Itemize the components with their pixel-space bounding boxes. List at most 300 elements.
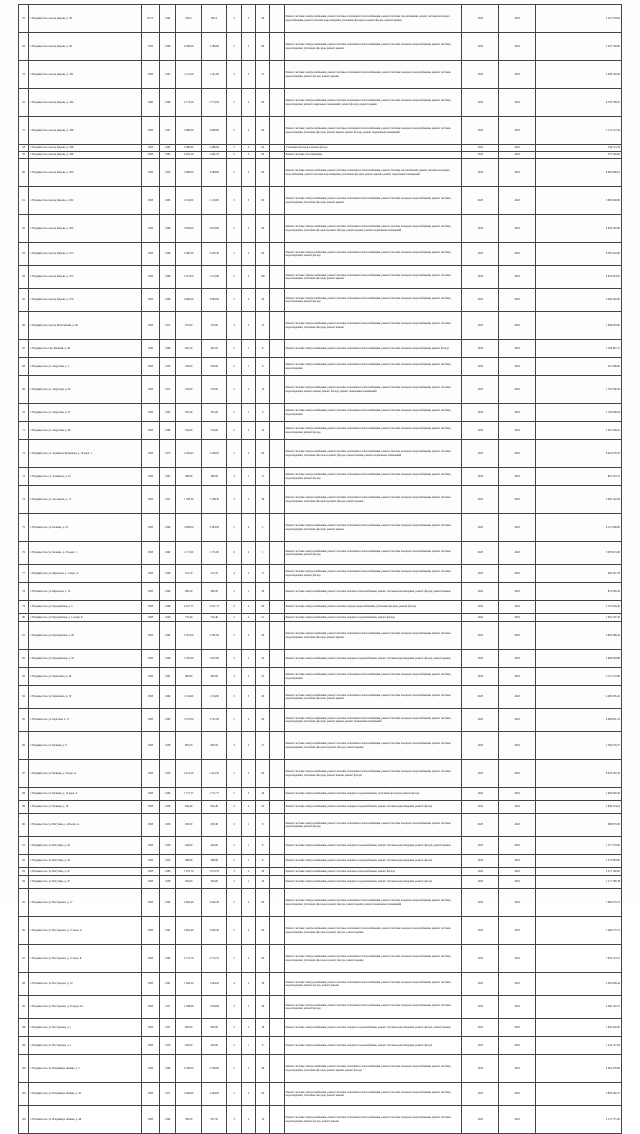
cost-cell: 8 918 792,10	[536, 760, 622, 788]
wall-material-cell: 1958	[141, 601, 159, 614]
address-cell: г. Владивосток, ул. Ватутина, д. 42	[29, 837, 141, 855]
floors-cell: 2	[227, 1037, 241, 1055]
build-year-cell: 1971	[160, 1083, 176, 1106]
entrances-cell: 1	[241, 1037, 255, 1055]
table-row	[19, 486, 622, 514]
wall-material-cell: 1958	[141, 614, 159, 622]
cost-cell: 1 659 897,11	[536, 340, 622, 358]
build-year-cell: 1958	[160, 801, 176, 814]
living-area-cell: 353,20	[201, 404, 227, 422]
living-area-cell: 4 437,73	[201, 601, 227, 614]
works-description-cell: Ремонт системы электроснабжения, ремонт системы отопления и теплоснабжения, ремонт системы холодного водоснабжения, ремонт системы водоотведения, ремонт фасада, ремонт крыши	[284, 973, 462, 996]
address-cell: г. Владивосток, ул. Вострецова, д. 1	[29, 1037, 141, 1055]
blank-cell	[270, 650, 284, 668]
cost-cell: 546 712,29	[536, 145, 622, 152]
blank-cell	[270, 440, 284, 468]
blank-cell	[270, 358, 284, 376]
works-description-cell: Ремонт системы электроснабжения, ремонт системы отопления и теплоснабжения, ремонт системы холодного водоснабжения, ремонт системы водоотведения, утепление фасадов и ремонт фасада, ремонт крыши	[284, 732, 462, 760]
entrances-cell: 3	[241, 1055, 255, 1083]
cost-cell: 4 200 285,24	[536, 686, 622, 709]
wall-material-cell: 1958	[141, 1019, 159, 1037]
address-cell: г. Владивосток, ул. Борисенко, д. 50	[29, 686, 141, 709]
cost-cell: 891 219,72	[536, 468, 622, 486]
residents-cell: 8	[256, 1037, 270, 1055]
floors-cell: 5	[227, 243, 241, 266]
total-area-cell: 805,2	[176, 5, 202, 33]
plan-year-cell: 2022	[462, 404, 499, 422]
wall-material-cell: 1958	[141, 732, 159, 760]
build-year-cell: 1958	[160, 876, 176, 889]
living-area-cell: 692,00	[201, 1019, 227, 1037]
start-year-cell: 2022	[499, 1037, 536, 1055]
address-cell: г. Владивосток, ул. Амурская, д. 40	[29, 376, 141, 404]
table-row	[19, 1083, 622, 1106]
plan-year-cell: 2023	[462, 1083, 499, 1106]
build-year-cell: 1958	[160, 837, 176, 855]
blank-cell	[270, 243, 284, 266]
row-number: 76	[19, 542, 29, 565]
works-description-cell: Ремонт системы электроснабжения, ремонт системы отопления и теплоснабжения, ремонт системы холодного водоснабжения, ремонт системы водоотведения, ремонт фасада	[284, 814, 462, 837]
works-description-cell: Ремонт системы электроснабжения, ремонт системы отопления и теплоснабжения, ремонт системы холодного водоснабжения, ремонт системы водоотведения, утепление фасадов, ремонт крыши, ремонт подвальных помещений	[284, 709, 462, 732]
residents-cell: 12	[256, 1106, 270, 1134]
works-description-cell: Ремонт системы электроснабжения, ремонт системы отопления и теплоснабжения, ремонт системы холодного водоснабжения, ремонт системы водоотведения, ремонт фасада	[284, 289, 462, 312]
living-area-cell: 1 664,20	[201, 973, 227, 996]
blank-cell	[270, 289, 284, 312]
floors-cell: 3	[227, 486, 241, 514]
entrances-cell: 2	[241, 601, 255, 614]
row-number: 70	[19, 404, 29, 422]
works-description-cell: Ремонт системы электроснабжения, ремонт системы холодного водоснабжения, ремонт системы водоотведения, ремонт фасада	[284, 855, 462, 868]
cost-cell: 7 489 575,72	[536, 917, 622, 945]
row-number: 71	[19, 422, 29, 440]
living-area-cell: 1 072,70	[201, 868, 227, 876]
works-description-cell: Ремонт системы электроснабжения, ремонт системы отопления и теплоснабжения, ремонт системы холодного водоснабжения, ремонт системы водоотведения, ремонт фасада	[284, 996, 462, 1019]
plan-year-cell: 2022	[462, 614, 499, 622]
floors-cell: 5	[227, 1055, 241, 1083]
works-description-cell: Ремонт системы электроснабжения, ремонт системы отопления и теплоснабжения, ремонт системы холодного водоснабжения, ремонт системы водоотведения, утепление фасадов, ремонт крыши	[284, 1083, 462, 1106]
works-description-cell: Ремонт системы электроснабжения, ремонт системы холодного водоснабжения, ремонт системы водоотведения, ремонт фасада	[284, 1037, 462, 1055]
entrances-cell: 3	[241, 61, 255, 89]
address-cell: г. Владивосток, ул. Вострецова, д. 17 корп. Б	[29, 945, 141, 973]
entrances-cell: 4	[241, 440, 255, 468]
floors-cell: 3	[227, 996, 241, 1019]
row-number: 95	[19, 889, 29, 917]
address-cell: г. Владивосток, ул. Владимира Ленина, д. 5	[29, 1055, 141, 1083]
start-year-cell: 2022	[499, 889, 536, 917]
residents-cell: 36	[256, 996, 270, 1019]
floors-cell: 5	[227, 622, 241, 650]
residents-cell: 60	[256, 187, 270, 215]
residents-cell: 6	[256, 358, 270, 376]
floors-cell: 5	[227, 145, 241, 152]
entrances-cell: 4	[241, 289, 255, 312]
works-description-cell: Ремонт системы электроснабжения, ремонт системы отопления и теплоснабжения, ремонт системы холодного водоснабжения, ремонт системы водоотведения, ремонт подвальных помещений, ремонт фасада, ремонт крыши	[284, 89, 462, 117]
address-cell: г. Владивосток, ул. Баляева, д. 34 корп. 1	[29, 542, 141, 565]
works-description-cell: Ремонт системы электроснабжения, ремонт системы отопления и теплоснабжения, ремонт системы холодного водоснабжения, ремонт системы водоотведения, утепление фасадов, ремонт крыши, ремонт фасада	[284, 760, 462, 788]
works-description-cell: Ремонт системы газоснабжения	[284, 152, 462, 159]
plan-year-cell: 2023	[462, 973, 499, 996]
works-description-cell: Ремонт системы электроснабжения, ремонт системы отопления и теплоснабжения, ремонт системы холодного водоснабжения, ремонт системы водоотведения, утепление фасадов, ремонт крыши	[284, 514, 462, 542]
plan-year-cell: 2023	[462, 468, 499, 486]
residents-cell: 17	[256, 565, 270, 583]
start-year-cell: 2022	[499, 340, 536, 358]
living-area-cell: 1 638,08	[201, 996, 227, 1019]
table-row	[19, 61, 622, 89]
table-row	[19, 855, 622, 868]
entrances-cell: 2	[241, 732, 255, 760]
cost-cell: 2 131 771,00	[536, 1106, 622, 1134]
residents-cell: 22	[256, 801, 270, 814]
build-year-cell: 1938	[160, 565, 176, 583]
floors-cell: 2	[227, 1019, 241, 1037]
living-area-cell: 375,00	[201, 312, 227, 340]
start-year-cell: 2022	[499, 814, 536, 837]
floors-cell: 2	[227, 583, 241, 601]
plan-year-cell: 2023	[462, 312, 499, 340]
address-cell: г. Владивосток, ул. Бородинская, д. 34	[29, 650, 141, 668]
total-area-cell: 2 773,50	[176, 89, 202, 117]
works-description-cell: Ремонт системы электроснабжения, ремонт системы отопления и теплоснабжения, ремонт системы холодного водоснабжения, ремонт системы водоотведения, утепление фасадов, ремонт крыши	[284, 686, 462, 709]
entrances-cell: 2	[241, 565, 255, 583]
start-year-cell: 2022	[499, 709, 536, 732]
blank-cell	[270, 732, 284, 760]
works-description-cell: Ремонт системы электроснабжения, ремонт системы отопления и теплоснабжения, ремонт системы холодного водоснабжения, ремонт системы водоотведения, ремонт фасада, ремонт крыши	[284, 61, 462, 89]
start-year-cell: 2022	[499, 289, 536, 312]
cost-cell: 7 959 723,51	[536, 945, 622, 973]
address-cell: г. Владивосток, проезд Кирова, д. 60	[29, 33, 141, 61]
row-number: 89	[19, 801, 29, 814]
row-number: 88	[19, 788, 29, 801]
start-year-cell: 2022	[499, 583, 536, 601]
wall-material-cell: 1958	[141, 440, 159, 468]
cost-cell: 1 171 780,38	[536, 876, 622, 889]
floors-cell: 5	[227, 514, 241, 542]
cost-cell: 3 676 615,00	[536, 542, 622, 565]
works-description-cell: Утепление фасадов и ремонт фасада	[284, 145, 462, 152]
row-number: 80	[19, 614, 29, 622]
blank-cell	[270, 187, 284, 215]
table-row	[19, 376, 622, 404]
residents-cell: 86	[256, 33, 270, 61]
wall-material-cell: 1958	[141, 814, 159, 837]
start-year-cell: 2022	[499, 61, 536, 89]
table-row	[19, 760, 622, 788]
entrances-cell: 4	[241, 889, 255, 917]
total-area-cell: 256,00	[176, 358, 202, 376]
cost-cell: 6 387 622,00	[536, 243, 622, 266]
works-description-cell: Ремонт системы электроснабжения, ремонт системы холодного водоснабжения, утепление фасадов и ремонт фасада	[284, 788, 462, 801]
living-area-cell: 504,00	[201, 876, 227, 889]
plan-year-cell: 2023	[462, 996, 499, 1019]
plan-year-cell: 2023	[462, 565, 499, 583]
build-year-cell: 1963	[160, 709, 176, 732]
residents-cell: 8	[256, 837, 270, 855]
wall-material-cell: 1958	[141, 876, 159, 889]
blank-cell	[270, 1055, 284, 1083]
residents-cell: 36	[256, 486, 270, 514]
living-area-cell: 456,00	[201, 1037, 227, 1055]
entrances-cell: 1	[241, 855, 255, 868]
works-description-cell: Ремонт системы электроснабжения, ремонт системы отопления и теплоснабжения, ремонт системы холодного водоснабжения, ремонт системы водоотведения, утепление фасадов, ремонт крыши	[284, 622, 462, 650]
residents-cell: 66	[256, 889, 270, 917]
entrances-cell: 3	[241, 312, 255, 340]
cost-cell: 5 803 492,37	[536, 1083, 622, 1106]
row-number: 61	[19, 187, 29, 215]
plan-year-cell: 2022	[462, 855, 499, 868]
blank-cell	[270, 340, 284, 358]
plan-year-cell: 2023	[462, 760, 499, 788]
entrances-cell: 1	[241, 876, 255, 889]
blank-cell	[270, 601, 284, 614]
build-year-cell: 1963	[160, 187, 176, 215]
cost-cell: 1 845 440,00	[536, 1019, 622, 1037]
cost-cell: 1 099 603,00	[536, 312, 622, 340]
entrances-cell: 4	[241, 945, 255, 973]
residents-cell: 60	[256, 1083, 270, 1106]
row-number: 58	[19, 145, 29, 152]
build-year-cell: 1935	[160, 358, 176, 376]
blank-cell	[270, 376, 284, 404]
entrances-cell: 1	[241, 340, 255, 358]
blank-cell	[270, 996, 284, 1019]
blank-cell	[270, 868, 284, 876]
blank-cell	[270, 1106, 284, 1134]
start-year-cell: 2022	[499, 187, 536, 215]
plan-year-cell: 2023	[462, 89, 499, 117]
row-number: 98	[19, 973, 29, 996]
start-year-cell: 2022	[499, 486, 536, 514]
start-year-cell: 2022	[499, 686, 536, 709]
blank-cell	[270, 61, 284, 89]
blank-cell	[270, 668, 284, 686]
cost-cell: 421 406,00	[536, 358, 622, 376]
living-area-cell: 554,00	[201, 422, 227, 440]
living-area-cell: 2 391,00	[201, 622, 227, 650]
start-year-cell: 2022	[499, 468, 536, 486]
row-number: 81	[19, 622, 29, 650]
total-area-cell: 2 180,00	[176, 33, 202, 61]
blank-cell	[270, 312, 284, 340]
entrances-cell: 3	[241, 5, 255, 33]
living-area-cell: 2 215,90	[201, 266, 227, 289]
living-area-cell: 732,40	[201, 614, 227, 622]
wall-material-cell: 1958	[141, 788, 159, 801]
living-area-cell: 578,00	[201, 376, 227, 404]
build-year-cell: 1961	[160, 668, 176, 686]
floors-cell: 2	[227, 358, 241, 376]
start-year-cell: 2022	[499, 601, 536, 614]
residents-cell: 84	[256, 601, 270, 614]
floors-cell: 5	[227, 89, 241, 117]
entrances-cell: 1	[241, 358, 255, 376]
wall-material-cell: 1958	[141, 152, 159, 159]
wall-material-cell: 1958	[141, 404, 159, 422]
residents-cell: 64	[256, 152, 270, 159]
address-cell: г. Владивосток, ул. Вострецова, д. 17 корп. А	[29, 917, 141, 945]
build-year-cell: 1962	[160, 542, 176, 565]
cost-cell: 537 240,00	[536, 152, 622, 159]
floors-cell: 2	[227, 404, 241, 422]
build-year-cell: 1962	[160, 945, 176, 973]
table-row	[19, 243, 622, 266]
build-year-cell: 1972	[160, 312, 176, 340]
floors-cell: 3	[227, 650, 241, 668]
living-area-cell: 2 773,50	[201, 89, 227, 117]
blank-cell	[270, 565, 284, 583]
floors-cell: 4	[227, 801, 241, 814]
cost-cell: 6 616 623,92	[536, 266, 622, 289]
works-description-cell: Ремонт системы электроснабжения, ремонт системы холодного водоснабжения, ремонт системы водоотведения, ремонт фасада, ремонт крыши	[284, 1019, 462, 1037]
blank-cell	[270, 686, 284, 709]
entrances-cell: 3	[241, 996, 255, 1019]
total-area-cell: 4 437,73	[176, 601, 202, 614]
blank-cell	[270, 837, 284, 855]
blank-cell	[270, 486, 284, 514]
entrances-cell: 3	[241, 686, 255, 709]
floors-cell: 5	[227, 788, 241, 801]
address-cell: г. Владивосток, ул. Вострецова, д. 19	[29, 973, 141, 996]
wall-material-cell: 1958	[141, 1037, 159, 1055]
entrances-cell: 4	[241, 215, 255, 243]
floors-cell: 5	[227, 289, 241, 312]
blank-cell	[270, 614, 284, 622]
table-body	[19, 5, 622, 1134]
entrances-cell: 2	[241, 650, 255, 668]
table-row	[19, 622, 622, 650]
floors-cell: 5	[227, 33, 241, 61]
table-row	[19, 514, 622, 542]
cost-cell: 7 151 512,34	[536, 117, 622, 145]
living-area-cell: 2 456,95	[201, 440, 227, 468]
floors-cell: 2	[227, 855, 241, 868]
works-description-cell: Ремонт системы электроснабжения, ремонт системы отопления и теплоснабжения, ремонт системы холодного водоснабжения, ремонт системы водоотведения, утепление фасадов и ремонт фасада, ремонт крыши, ремонт подвальных помещений	[284, 440, 462, 468]
row-number: 86	[19, 732, 29, 760]
row-number: 93	[19, 868, 29, 876]
address-cell: г. Владивосток, ул. Амурская, д. 47	[29, 404, 141, 422]
residents-cell: 60	[256, 243, 270, 266]
cost-cell: 3 826 398,44	[536, 622, 622, 650]
table-row	[19, 404, 622, 422]
floors-cell: 5	[227, 686, 241, 709]
blank-cell	[270, 889, 284, 917]
row-number: 94	[19, 876, 29, 889]
blank-cell	[270, 159, 284, 187]
table-row	[19, 583, 622, 601]
living-area-cell: 3 870,00	[201, 215, 227, 243]
table-row	[19, 876, 622, 889]
table-row	[19, 5, 622, 33]
row-number: 97	[19, 945, 29, 973]
plan-year-cell: 2022	[462, 868, 499, 876]
row-number: 85	[19, 709, 29, 732]
start-year-cell: 2022	[499, 440, 536, 468]
residents-cell: 15	[256, 312, 270, 340]
floors-cell: 2	[227, 876, 241, 889]
entrances-cell: 2	[241, 614, 255, 622]
total-area-cell: 2 391,00	[176, 622, 202, 650]
residents-cell: 1	[256, 542, 270, 565]
address-cell: г. Владивосток, проезд Кирова, д. 279	[29, 289, 141, 312]
floors-cell: 5	[227, 159, 241, 187]
blank-cell	[270, 33, 284, 61]
works-description-cell: Ремонт системы электроснабжения, ремонт системы отопления и теплоснабжения, ремонт системы холодного водоснабжения, ремонт системы водоотведения, утепление фасадов, ремонт крыши	[284, 187, 462, 215]
wall-material-cell: 1958	[141, 622, 159, 650]
wall-material-cell: 1958	[141, 855, 159, 868]
table-row	[19, 814, 622, 837]
entrances-cell: 2	[241, 422, 255, 440]
row-number: 99	[19, 996, 29, 1019]
floors-cell: 3	[227, 868, 241, 876]
address-cell: г. Владивосток, ул. Ватутина, д. 47	[29, 868, 141, 876]
blank-cell	[270, 117, 284, 145]
plan-year-cell: 2023	[462, 215, 499, 243]
total-area-cell: 288,90	[176, 855, 202, 868]
build-year-cell: 1956	[160, 760, 176, 788]
table-row	[19, 358, 622, 376]
address-cell: г. Владивосток, пер. Рыбный, д. 40	[29, 340, 141, 358]
row-number: 69	[19, 376, 29, 404]
build-year-cell: 1968	[160, 601, 176, 614]
floors-cell: 3	[227, 668, 241, 686]
address-cell: г. Владивосток, проезд Кирова, д. 168	[29, 152, 141, 159]
entrances-cell: 4	[241, 266, 255, 289]
row-number: 79	[19, 601, 29, 614]
table-row	[19, 686, 622, 709]
blank-cell	[270, 801, 284, 814]
floors-cell: 2	[227, 837, 241, 855]
blank-cell	[270, 760, 284, 788]
wall-material-cell: 1958	[141, 668, 159, 686]
wall-material-cell: 1958	[141, 1106, 159, 1134]
row-number: 91	[19, 837, 29, 855]
address-cell: г. Владивосток, ул. Амурская, д. 1	[29, 358, 141, 376]
residents-cell: 60	[256, 89, 270, 117]
build-year-cell: 1960	[160, 33, 176, 61]
total-area-cell: 236,30	[176, 814, 202, 837]
floors-cell: 5	[227, 266, 241, 289]
table-row	[19, 1106, 622, 1134]
floors-cell: 5	[227, 945, 241, 973]
works-description-cell: Ремонт системы электроснабжения, ремонт системы отопления и теплоснабжения, ремонт системы холодного водоснабжения, ремонт системы водоотведения, утепление фасадов, ремонт крыши	[284, 266, 462, 289]
build-year-cell: 1965	[160, 61, 176, 89]
cost-cell: 1 481 349,41	[536, 422, 622, 440]
cost-cell: 5 490 240,00	[536, 289, 622, 312]
total-area-cell: 3 870,00	[176, 215, 202, 243]
start-year-cell: 2022	[499, 376, 536, 404]
entrances-cell: 3	[241, 760, 255, 788]
build-year-cell: 1957	[160, 486, 176, 514]
total-area-cell: 2 336,00	[176, 1055, 202, 1083]
build-year-cell: 1962	[160, 5, 176, 33]
total-area-cell: 2 962,40	[176, 917, 202, 945]
residents-cell: 8	[256, 814, 270, 837]
blank-cell	[270, 788, 284, 801]
plan-year-cell: 2023	[462, 837, 499, 855]
table-row	[19, 187, 622, 215]
floors-cell: 4	[227, 973, 241, 996]
living-area-cell: 2 180,00	[201, 33, 227, 61]
entrances-cell: 4	[241, 89, 255, 117]
row-number: 78	[19, 583, 29, 601]
entrances-cell: 1	[241, 404, 255, 422]
cost-cell: 1 120 969,94	[536, 404, 622, 422]
table-row	[19, 668, 622, 686]
row-number: 101	[19, 1037, 29, 1055]
cost-cell: 8 616 076,35	[536, 440, 622, 468]
works-description-cell: Ремонт системы электроснабжения, ремонт системы холодного водоснабжения, ремонт системы водоотведения, ремонт фасада	[284, 876, 462, 889]
row-number: 100	[19, 1019, 29, 1037]
residents-cell: 60	[256, 117, 270, 145]
